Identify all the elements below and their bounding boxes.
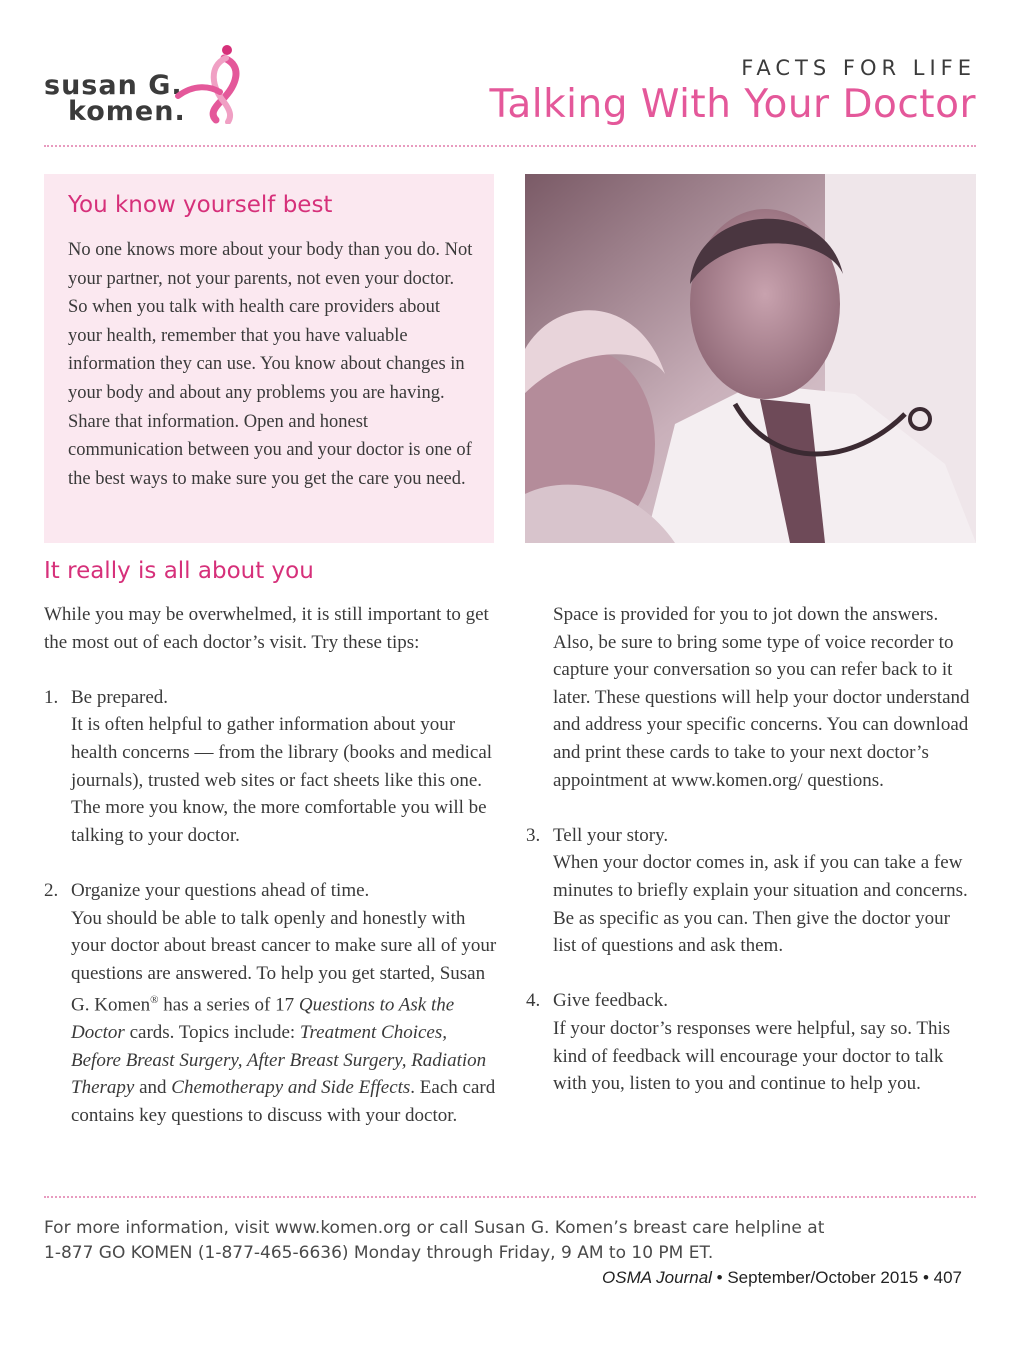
page-title: Talking With Your Doctor bbox=[489, 82, 976, 127]
tip-text: cards. Topics include: bbox=[124, 1022, 300, 1044]
callout-box bbox=[44, 174, 494, 543]
registered-mark: ® bbox=[150, 994, 159, 1007]
doctor-patient-photo bbox=[525, 174, 976, 543]
tip-2 bbox=[44, 877, 499, 1130]
tip-title: Be prepared. bbox=[71, 686, 169, 708]
tip-text: . Each card contains key questions to discuss with your doctor. bbox=[71, 1077, 496, 1127]
bottom-dotted-divider bbox=[44, 1196, 976, 1198]
footer-line1: For more information, visit www.komen.org or call Susan G. Komen’s breast care helpline at bbox=[44, 1218, 825, 1238]
komen-logo bbox=[44, 44, 244, 127]
tip-body bbox=[44, 905, 499, 1130]
tip-number: 3. bbox=[526, 824, 541, 846]
journal-name: OSMA Journal bbox=[602, 1268, 712, 1287]
tip-body: When your doctor comes in, ask if you can take a few minutes to briefly explain your situation and concerns. Be as specific as you can. Then give the doctor your list of questions and ask them. bbox=[553, 852, 968, 957]
logo-line1: susan G. bbox=[44, 70, 183, 101]
section-heading: It really is all about you bbox=[44, 558, 314, 584]
tip-number: 1. bbox=[44, 686, 59, 708]
tip-text: has a series of 17 bbox=[158, 994, 299, 1016]
italic-title: Treatment Choices, Before Breast Surgery, After Breast Surgery, Radiation Therapy bbox=[71, 1022, 487, 1099]
italic-title: Chemotherapy and Side Effects bbox=[171, 1077, 411, 1099]
intro-text: While you may be overwhelmed, it is still important to get the most out of each doctor’s visit. Try these tips: bbox=[44, 604, 489, 653]
tip-title: Give feedback. bbox=[553, 990, 668, 1012]
pink-ribbon-icon bbox=[174, 44, 244, 124]
tip-number: 4. bbox=[526, 990, 541, 1012]
left-column bbox=[44, 601, 499, 1130]
tip-3 bbox=[526, 822, 976, 960]
kicker: FACTS FOR LIFE bbox=[741, 56, 976, 80]
tip-text: and bbox=[134, 1077, 172, 1099]
journal-issue: • September/October 2015 • 407 bbox=[711, 1268, 962, 1287]
callout-body: No one knows more about your body than you do. Not your partner, not your parents, not even your doctor. So when you talk with health care providers about your health, remember that you have valuable information they can use. You know about changes in your body and about any problems you are having. Share that information. Open and honest communication between you and your doctor is one of the best ways to make sure you get the care you need. bbox=[68, 240, 473, 489]
logo-line2: komen. bbox=[68, 96, 186, 127]
tip-body: If your doctor’s responses were helpful, say so. This kind of feedback will encourage your doctor to talk with you, listen to you and continue to help you. bbox=[553, 1017, 951, 1095]
tip-4 bbox=[526, 987, 976, 1097]
tip-1 bbox=[44, 684, 499, 850]
tip-body: It is often helpful to gather information about your health concerns — from the library (books and medical journals), trusted web sites or fact sheets like this one. The more you know, the more comfortable you will be talking to your doctor. bbox=[71, 714, 493, 846]
journal-citation bbox=[602, 1268, 962, 1288]
tip-title: Organize your questions ahead of time. bbox=[71, 879, 370, 901]
tip-number: 2. bbox=[44, 879, 59, 901]
tip-text: You should be able to talk openly and honestly with your doctor about breast cancer to make sure all of your questions are answered. To help you get started, Susan G. Komen bbox=[71, 907, 497, 1016]
tip-2-continued: Space is provided for you to jot down the answers. Also, be sure to bring some type of voice recorder to capture your conversation so you can refer back to it later. These questions will help your doctor understand and address your specific concerns. You can download and print these cards to take to your next doctor’s appointment at www.komen.org/ questions. bbox=[553, 604, 970, 791]
footer-info bbox=[44, 1216, 984, 1265]
top-dotted-divider bbox=[44, 145, 976, 147]
callout-heading: You know yourself best bbox=[68, 192, 333, 218]
right-column bbox=[526, 601, 976, 1098]
italic-title: Questions to Ask the Doctor bbox=[71, 994, 455, 1044]
tip-title: Tell your story. bbox=[553, 824, 669, 846]
footer-line2: 1-877 GO KOMEN (1-877-465-6636) Monday through Friday, 9 AM to 10 PM ET. bbox=[44, 1242, 714, 1263]
photo-illustration-icon bbox=[525, 174, 976, 543]
